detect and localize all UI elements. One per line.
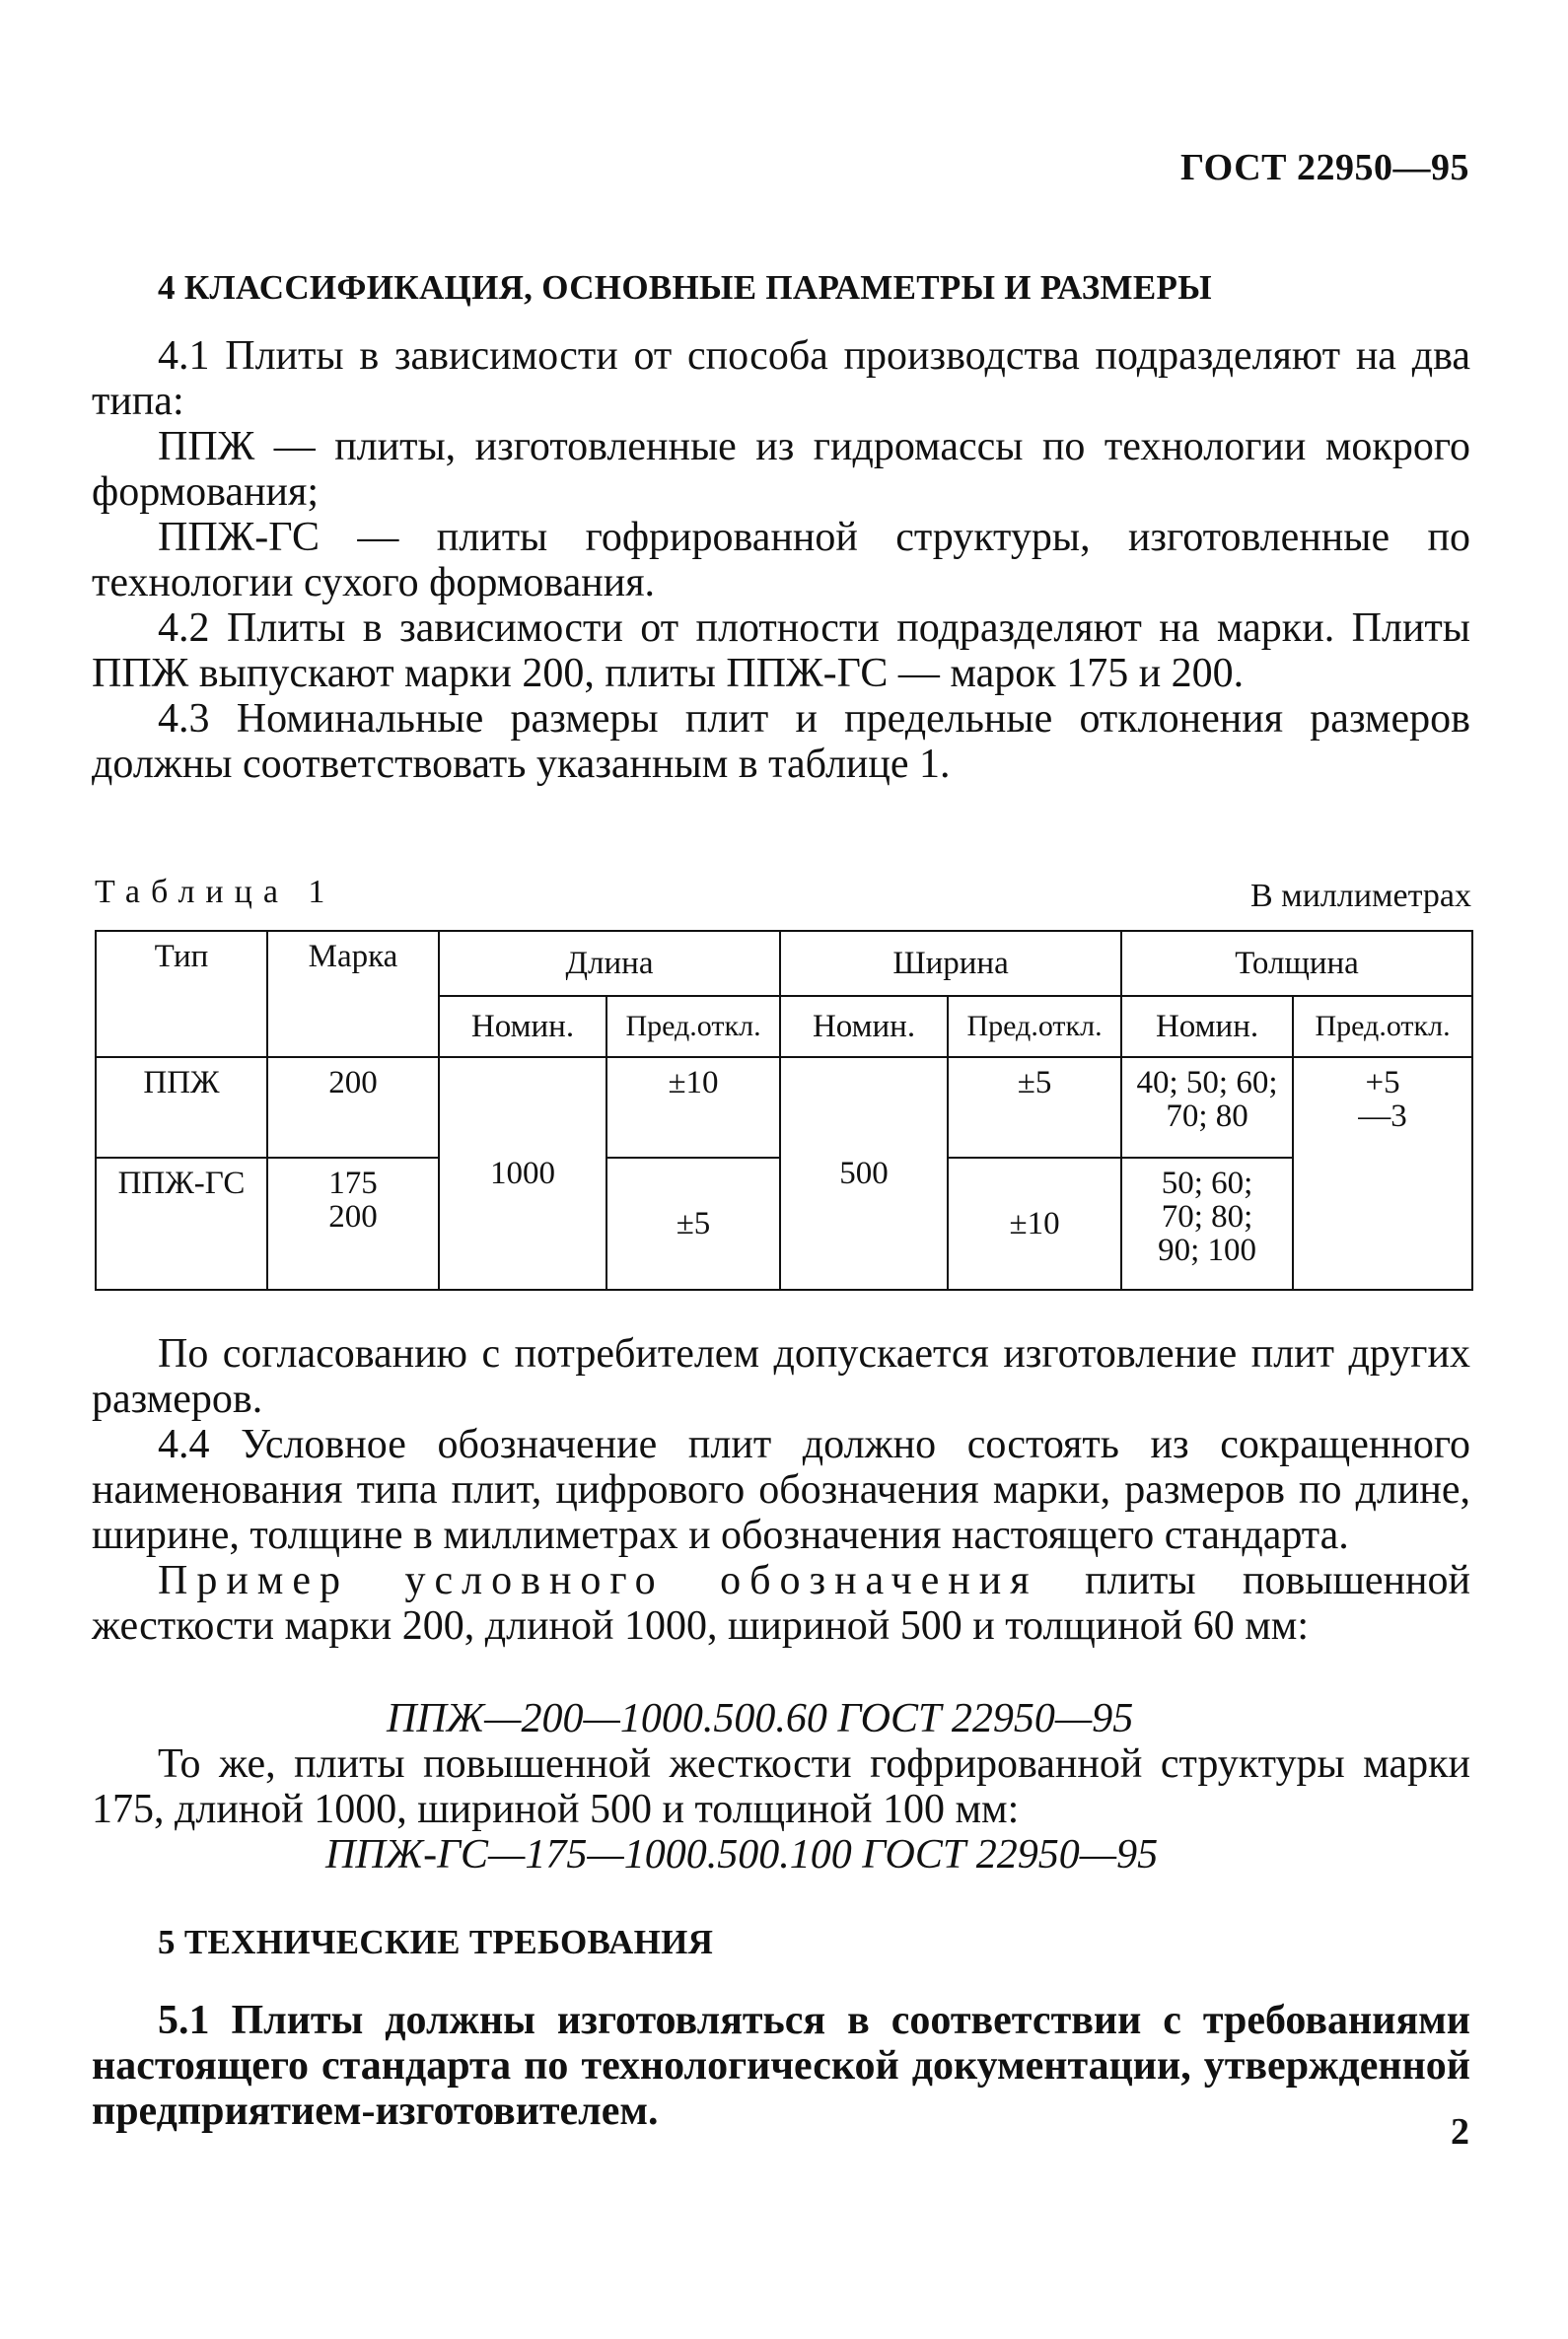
row2-length-dev: ±5 <box>606 1158 780 1290</box>
paragraph-4-4: 4.4 Условное обозначение плит должно состоять из сокращенного наименования типа плит, цифрового обозначения марки, размеров по длине, ширине, толщине в миллиметрах и обозначения настоящего стандарта. <box>92 1422 1470 1558</box>
page-number: 2 <box>1451 2111 1469 2153</box>
section-4-heading: 4 КЛАССИФИКАЦИЯ, ОСНОВНЫЕ ПАРАМЕТРЫ И РАЗМЕРЫ <box>158 268 1212 307</box>
length-nominal: 1000 <box>439 1057 606 1290</box>
example-designation: ППЖ—200—1000.500.60 ГОСТ 22950—95 <box>387 1696 1134 1741</box>
paragraph-5-1: 5.1 Плиты должны изготовляться в соответствии с требованиями настоящего стандарта по технологической документации, утвержденной предприятием-изготовителем. <box>92 1998 1470 2134</box>
header-length: Длина <box>439 931 780 996</box>
header-thickness-dev: Пред.откл. <box>1293 996 1472 1057</box>
header-thickness: Толщина <box>1121 931 1472 996</box>
row1-type: ППЖ <box>96 1057 267 1158</box>
paragraph-example <box>92 1558 1470 1649</box>
header-length-nom: Номин. <box>439 996 606 1057</box>
example-label: Пример условного обозначения <box>158 1558 1038 1603</box>
thickness-dev-minus: —3 <box>1358 1099 1407 1134</box>
paragraph-4-1: 4.1 Плиты в зависимости от способа производства подразделяют на два типа: <box>92 333 1470 424</box>
header-length-dev: Пред.откл. <box>606 996 780 1057</box>
paragraph-4-3: 4.3 Номинальные размеры плит и предельные отклонения размеров должны соответствовать указанным в таблице 1. <box>92 696 1470 787</box>
row1-grade: 200 <box>267 1057 439 1158</box>
section-4-body <box>92 333 1470 787</box>
paragraph-ppzh-gs: ППЖ-ГС — плиты гофрированной структуры, изготовленные по технологии сухого формования. <box>92 515 1470 605</box>
paragraph-4-2: 4.2 Плиты в зависимости от плотности подразделяют на марки. Плиты ППЖ выпускают марки 200, плиты ППЖ-ГС — марок 175 и 200. <box>92 605 1470 696</box>
paragraph-ppzh: ППЖ — плиты, изготовленные из гидромассы по технологии мокрого формования; <box>92 424 1470 515</box>
row2-grade: 175 200 <box>267 1158 439 1290</box>
header-width-dev: Пред.откл. <box>948 996 1121 1057</box>
same-designation: ППЖ-ГС—175—1000.500.100 ГОСТ 22950—95 <box>325 1832 1159 1878</box>
header-type: Тип <box>96 931 267 1057</box>
row2-width-dev: ±10 <box>948 1158 1121 1290</box>
example-text: плиты повышенной жесткости марки 200, длиной 1000, шириной 500 и толщиной 60 мм: <box>92 1558 1470 1649</box>
header-grade: Марка <box>267 931 439 1057</box>
thickness-deviation <box>1293 1057 1472 1290</box>
table-caption: Таблица 1 <box>95 874 336 910</box>
row1-width-dev: ±5 <box>948 1057 1121 1158</box>
thickness-dev-plus: +5 <box>1365 1065 1400 1100</box>
row2-type: ППЖ-ГС <box>96 1158 267 1290</box>
row2-thickness-nom: 50; 60; 70; 80; 90; 100 <box>1121 1158 1293 1290</box>
section-5-heading: 5 ТЕХНИЧЕСКИЕ ТРЕБОВАНИЯ <box>158 1923 714 1961</box>
same-example-body <box>92 1741 1470 1832</box>
header-width: Ширина <box>780 931 1121 996</box>
paragraph-same: То же, плиты повышенной жесткости гофрированной структуры марки 175, длиной 1000, шириной 500 и толщиной 100 мм: <box>92 1741 1470 1832</box>
after-table-body <box>92 1331 1470 1649</box>
section-5-body <box>92 1998 1470 2134</box>
header-width-nom: Номин. <box>780 996 948 1057</box>
table-1 <box>95 930 1473 1291</box>
row1-length-dev: ±10 <box>606 1057 780 1158</box>
width-nominal: 500 <box>780 1057 948 1290</box>
table-unit-note: В миллиметрах <box>1250 878 1471 914</box>
paragraph-agreement: По согласованию с потребителем допускается изготовление плит других размеров. <box>92 1331 1470 1422</box>
document-code-header: ГОСТ 22950—95 <box>1179 147 1469 188</box>
row1-thickness-nom: 40; 50; 60; 70; 80 <box>1121 1057 1293 1158</box>
header-thickness-nom: Номин. <box>1121 996 1293 1057</box>
